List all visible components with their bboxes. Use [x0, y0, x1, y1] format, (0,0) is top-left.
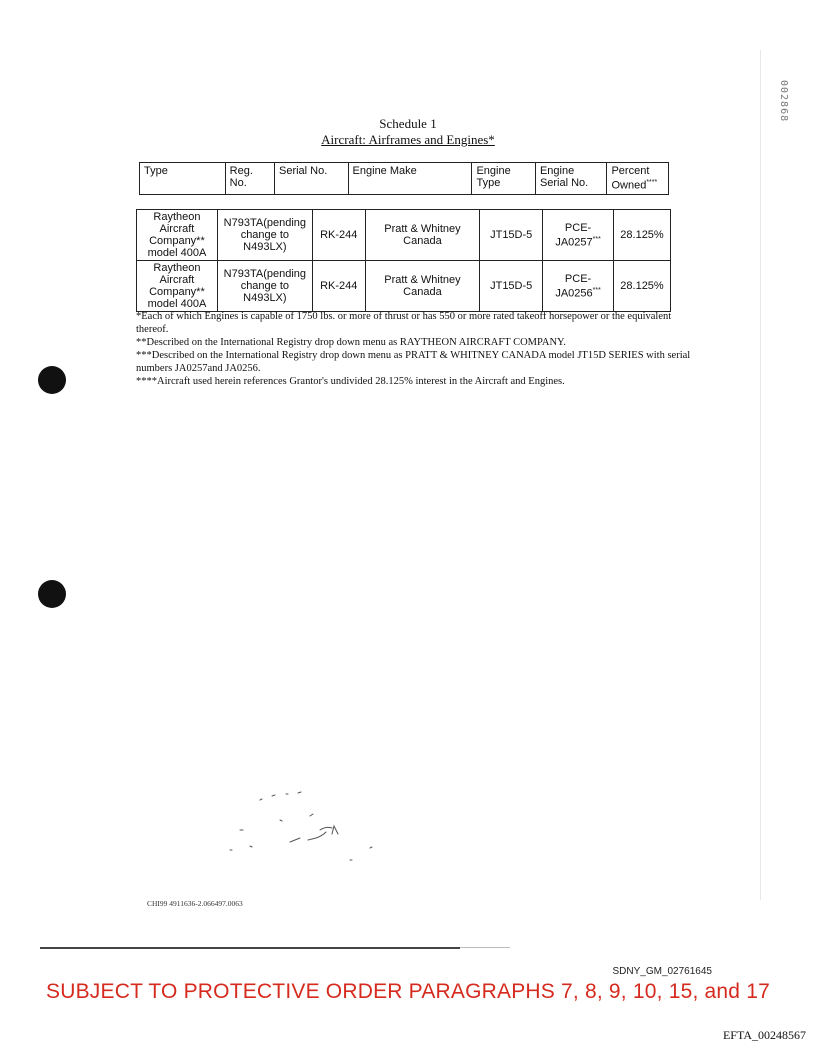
- cell-engine-make: Pratt & Whitney Canada: [365, 261, 480, 312]
- header-row: [140, 163, 669, 195]
- footnotes: [136, 310, 696, 388]
- cell-engine-type: JT15D-5: [480, 261, 543, 312]
- cell-type: Raytheon Aircraft Company** model 400A: [137, 261, 218, 312]
- handwritten-marks: [220, 790, 400, 870]
- footnote-2: **Described on the International Registry drop down menu as RAYTHEON AIRCRAFT COMPANY.: [136, 337, 566, 348]
- aircraft-table: [136, 209, 671, 312]
- footnote-4: ****Aircraft used herein references Grantor's undivided 28.125% interest in the Aircraft and Engines.: [136, 376, 565, 387]
- cell-engine-type: JT15D-5: [480, 210, 543, 261]
- footer-rule: [40, 947, 460, 949]
- header-type: Type: [140, 163, 226, 195]
- protective-order-notice: SUBJECT TO PROTECTIVE ORDER PARAGRAPHS 7, 8, 9, 10, 15, and 17: [46, 980, 770, 1003]
- footnote-1: *Each of which Engines is capable of 1750 lbs. or more of thrust or has 550 or more rated takeoff horsepower or the equivalent thereof.: [136, 311, 672, 335]
- engine-serial-value: PCE-JA0257: [555, 221, 593, 249]
- column-header-table: [139, 162, 669, 195]
- header-percent-owned: [607, 163, 669, 195]
- table-row: [137, 210, 671, 261]
- engine-serial-value: PCE-JA0256: [555, 272, 593, 300]
- punch-hole-top: [38, 366, 66, 394]
- cell-reg-no: N793TA(pending change to N493LX): [217, 261, 312, 312]
- engine-serial-mark: ***: [592, 235, 601, 243]
- header-engine-serial: Engine Serial No.: [535, 163, 607, 195]
- header-reg-no: Reg. No.: [225, 163, 274, 195]
- footnote-3: ***Described on the International Registry drop down menu as PRATT & WHITNEY CANADA model JT15D SERIES with serial numbers JA0257and JA0256.: [136, 350, 691, 374]
- bates-number: SDNY_GM_02761645: [612, 966, 712, 977]
- cell-serial-no: RK-244: [312, 210, 365, 261]
- scan-edge-line: [760, 50, 761, 900]
- cell-engine-serial: [543, 261, 614, 312]
- document-id: CHI99 4911636-2.066497.0063: [147, 899, 243, 908]
- header-serial-no: Serial No.: [275, 163, 349, 195]
- table-row: [137, 261, 671, 312]
- cell-reg-no: N793TA(pending change to N493LX): [217, 210, 312, 261]
- side-stamp-number: 002868: [778, 80, 789, 123]
- punch-hole-bottom: [38, 580, 66, 608]
- cell-type: Raytheon Aircraft Company** model 400A: [137, 210, 218, 261]
- header-engine-make: Engine Make: [348, 163, 472, 195]
- schedule-title: Schedule 1: [379, 116, 437, 131]
- cell-engine-serial: [543, 210, 614, 261]
- header-percent-mark: ****: [646, 179, 658, 186]
- header-percent-label: Percent Owned: [611, 165, 650, 192]
- cell-percent: 28.125%: [614, 261, 671, 312]
- cell-percent: 28.125%: [614, 210, 671, 261]
- header-engine-type: Engine Type: [472, 163, 535, 195]
- efta-number: EFTA_00248567: [722, 1028, 806, 1042]
- footer-rule-tail: [460, 947, 510, 948]
- schedule-subtitle: Aircraft: Airframes and Engines*: [321, 132, 495, 147]
- engine-serial-mark: ***: [592, 286, 601, 294]
- cell-serial-no: RK-244: [312, 261, 365, 312]
- schedule-heading: [0, 116, 816, 148]
- cell-engine-make: Pratt & Whitney Canada: [365, 210, 480, 261]
